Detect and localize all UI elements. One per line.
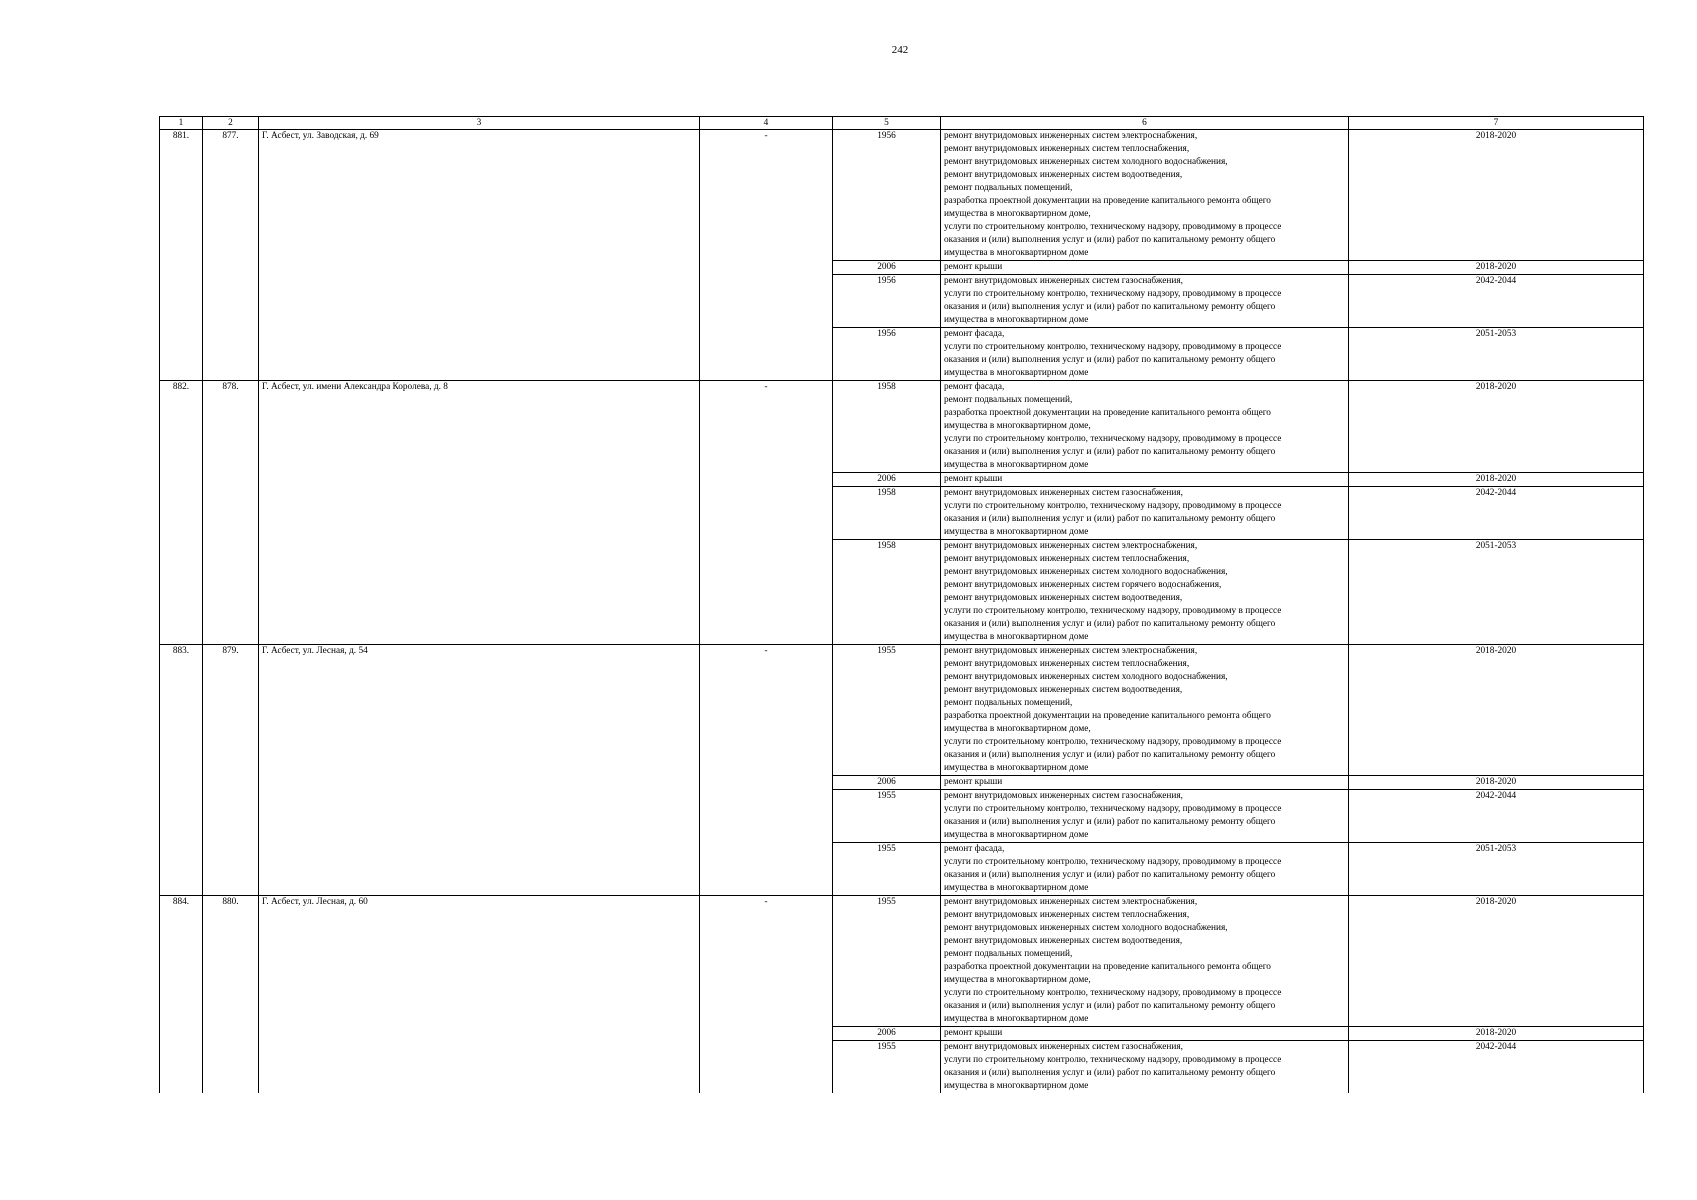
work-line: услуги по строительному контролю, техническому надзору, проводимому в процессе: [944, 857, 1282, 867]
repair-period-cell: 2018-2020: [1349, 776, 1644, 790]
column-header: 3: [259, 117, 700, 130]
work-line: имущества в многоквартирном доме: [944, 1014, 1089, 1024]
year-cell: 1955: [833, 790, 941, 843]
repair-period-cell: 2018-2020: [1349, 473, 1644, 487]
record-number: 882.: [160, 381, 203, 645]
column-header: 5: [833, 117, 941, 130]
work-line: ремонт фасада,: [944, 329, 1005, 339]
work-line: оказания и (или) выполнения услуг и (или) работ по капитальному ремонту общего: [944, 619, 1276, 629]
list-number: 879.: [203, 645, 259, 896]
repair-period-cell: 2042-2044: [1349, 790, 1644, 843]
work-line: ремонт внутридомовых инженерных систем теплоснабжения,: [944, 144, 1190, 154]
work-types-cell: [941, 1041, 1349, 1094]
work-types-cell: [941, 896, 1349, 1027]
repair-period-cell: 2018-2020: [1349, 896, 1644, 1027]
work-line: ремонт фасада,: [944, 382, 1005, 392]
work-line: ремонт внутридомовых инженерных систем электроснабжения,: [944, 646, 1198, 656]
work-line: ремонт крыши: [944, 474, 1003, 484]
work-types-cell: [941, 381, 1349, 473]
work-types-cell: [941, 275, 1349, 328]
column-header: 7: [1349, 117, 1644, 130]
work-line: имущества в многоквартирном доме: [944, 1081, 1089, 1091]
work-line: оказания и (или) выполнения услуг и (или) работ по капитальному ремонту общего: [944, 1068, 1276, 1078]
work-line: разработка проектной документации на проведение капитального ремонта общего: [944, 711, 1271, 721]
list-number: 880.: [203, 896, 259, 1094]
record-number: 883.: [160, 645, 203, 896]
year-cell: 2006: [833, 776, 941, 790]
repair-period-cell: 2018-2020: [1349, 130, 1644, 261]
work-line: ремонт внутридомовых инженерных систем водоотведения,: [944, 936, 1183, 946]
work-line: ремонт внутридомовых инженерных систем водоотведения,: [944, 685, 1183, 695]
year-cell: 1955: [833, 1041, 941, 1094]
table-body: [160, 130, 1644, 1094]
year-cell: 1958: [833, 381, 941, 473]
table-row: [160, 130, 1644, 261]
year-cell: 1955: [833, 843, 941, 896]
work-line: имущества в многоквартирном доме: [944, 315, 1089, 325]
work-line: ремонт внутридомовых инженерных систем газоснабжения,: [944, 276, 1183, 286]
work-line: ремонт внутридомовых инженерных систем холодного водоснабжения,: [944, 923, 1228, 933]
work-line: оказания и (или) выполнения услуг и (или) работ по капитальному ремонту общего: [944, 235, 1276, 245]
work-line: оказания и (или) выполнения услуг и (или) работ по капитальному ремонту общего: [944, 870, 1276, 880]
house-address: Г. Асбест, ул. Лесная, д. 60: [259, 896, 700, 1094]
year-cell: 1956: [833, 275, 941, 328]
work-line: ремонт подвальных помещений,: [944, 698, 1073, 708]
work-types-cell: [941, 645, 1349, 776]
work-line: ремонт подвальных помещений,: [944, 949, 1073, 959]
work-line: имущества в многоквартирном доме,: [944, 421, 1091, 431]
work-line: ремонт подвальных помещений,: [944, 395, 1073, 405]
year-cell: 2006: [833, 1027, 941, 1041]
work-line: ремонт внутридомовых инженерных систем водоотведения,: [944, 170, 1183, 180]
work-line: имущества в многоквартирном доме: [944, 460, 1089, 470]
work-line: ремонт внутридомовых инженерных систем электроснабжения,: [944, 131, 1198, 141]
work-line: ремонт внутридомовых инженерных систем водоотведения,: [944, 593, 1183, 603]
work-line: ремонт внутридомовых инженерных систем электроснабжения,: [944, 897, 1198, 907]
column-4-value: -: [700, 130, 833, 381]
work-line: ремонт крыши: [944, 1028, 1003, 1038]
work-line: ремонт крыши: [944, 777, 1003, 787]
repair-period-cell: 2018-2020: [1349, 1027, 1644, 1041]
repair-period-cell: 2042-2044: [1349, 487, 1644, 540]
work-types-cell: [941, 776, 1349, 790]
work-line: услуги по строительному контролю, техническому надзору, проводимому в процессе: [944, 342, 1282, 352]
year-cell: 2006: [833, 473, 941, 487]
work-line: имущества в многоквартирном доме: [944, 883, 1089, 893]
work-line: оказания и (или) выполнения услуг и (или) работ по капитальному ремонту общего: [944, 1001, 1276, 1011]
year-cell: 1955: [833, 645, 941, 776]
year-cell: 1958: [833, 540, 941, 645]
repair-period-cell: 2042-2044: [1349, 275, 1644, 328]
work-line: имущества в многоквартирном доме: [944, 632, 1089, 642]
year-cell: 1956: [833, 328, 941, 381]
list-number: 877.: [203, 130, 259, 381]
work-line: имущества в многоквартирном доме: [944, 368, 1089, 378]
work-line: услуги по строительному контролю, техническому надзору, проводимому в процессе: [944, 1055, 1282, 1065]
work-line: имущества в многоквартирном доме,: [944, 975, 1091, 985]
page-number: 242: [891, 44, 909, 56]
record-number: 884.: [160, 896, 203, 1094]
work-types-cell: [941, 473, 1349, 487]
work-line: оказания и (или) выполнения услуг и (или) работ по капитальному ремонту общего: [944, 750, 1276, 760]
column-header: 1: [160, 117, 203, 130]
column-4-value: -: [700, 645, 833, 896]
table-row: [160, 381, 1644, 473]
repair-period-cell: 2018-2020: [1349, 645, 1644, 776]
work-line: услуги по строительному контролю, техническому надзору, проводимому в процессе: [944, 606, 1282, 616]
work-line: разработка проектной документации на проведение капитального ремонта общего: [944, 196, 1271, 206]
work-line: ремонт внутридомовых инженерных систем газоснабжения,: [944, 1042, 1183, 1052]
year-cell: 1956: [833, 130, 941, 261]
work-line: имущества в многоквартирном доме,: [944, 724, 1091, 734]
work-line: разработка проектной документации на проведение капитального ремонта общего: [944, 408, 1271, 418]
work-line: услуги по строительному контролю, техническому надзору, проводимому в процессе: [944, 501, 1282, 511]
work-types-cell: [941, 790, 1349, 843]
house-address: Г. Асбест, ул. имени Александра Королева, д. 8: [259, 381, 700, 645]
work-line: ремонт фасада,: [944, 844, 1005, 854]
work-types-cell: [941, 487, 1349, 540]
work-line: услуги по строительному контролю, техническому надзору, проводимому в процессе: [944, 222, 1282, 232]
work-line: имущества в многоквартирном доме: [944, 763, 1089, 773]
work-types-cell: [941, 843, 1349, 896]
work-line: ремонт внутридомовых инженерных систем холодного водоснабжения,: [944, 672, 1228, 682]
column-4-value: -: [700, 896, 833, 1094]
capital-repair-table: [159, 116, 1644, 1093]
repair-period-cell: 2018-2020: [1349, 381, 1644, 473]
year-cell: 1955: [833, 896, 941, 1027]
column-header: 4: [700, 117, 833, 130]
record-number: 881.: [160, 130, 203, 381]
work-line: ремонт внутридомовых инженерных систем газоснабжения,: [944, 791, 1183, 801]
repair-period-cell: 2042-2044: [1349, 1041, 1644, 1094]
work-types-cell: [941, 261, 1349, 275]
repair-period-cell: 2018-2020: [1349, 261, 1644, 275]
work-line: ремонт крыши: [944, 262, 1003, 272]
work-line: разработка проектной документации на проведение капитального ремонта общего: [944, 962, 1271, 972]
column-4-value: -: [700, 381, 833, 645]
work-line: услуги по строительному контролю, техническому надзору, проводимому в процессе: [944, 434, 1282, 444]
work-line: имущества в многоквартирном доме: [944, 248, 1089, 258]
column-number-row: [160, 117, 1644, 130]
work-types-cell: [941, 328, 1349, 381]
work-line: имущества в многоквартирном доме,: [944, 209, 1091, 219]
work-line: оказания и (или) выполнения услуг и (или) работ по капитальному ремонту общего: [944, 514, 1276, 524]
work-line: оказания и (или) выполнения услуг и (или) работ по капитальному ремонту общего: [944, 447, 1276, 457]
table-row: [160, 896, 1644, 1027]
work-line: оказания и (или) выполнения услуг и (или) работ по капитальному ремонту общего: [944, 302, 1276, 312]
year-cell: 2006: [833, 261, 941, 275]
work-line: услуги по строительному контролю, техническому надзору, проводимому в процессе: [944, 289, 1282, 299]
work-line: ремонт внутридомовых инженерных систем теплоснабжения,: [944, 659, 1190, 669]
work-line: ремонт внутридомовых инженерных систем газоснабжения,: [944, 488, 1183, 498]
work-line: ремонт внутридомовых инженерных систем теплоснабжения,: [944, 554, 1190, 564]
work-types-cell: [941, 540, 1349, 645]
column-header: 6: [941, 117, 1349, 130]
work-line: услуги по строительному контролю, техническому надзору, проводимому в процессе: [944, 804, 1282, 814]
work-line: оказания и (или) выполнения услуг и (или) работ по капитальному ремонту общего: [944, 817, 1276, 827]
table-row: [160, 645, 1644, 776]
column-header: 2: [203, 117, 259, 130]
repair-period-cell: 2051-2053: [1349, 540, 1644, 645]
work-line: ремонт внутридомовых инженерных систем теплоснабжения,: [944, 910, 1190, 920]
work-line: оказания и (или) выполнения услуг и (или) работ по капитальному ремонту общего: [944, 355, 1276, 365]
work-line: ремонт внутридомовых инженерных систем горячего водоснабжения,: [944, 580, 1222, 590]
list-number: 878.: [203, 381, 259, 645]
work-line: ремонт внутридомовых инженерных систем электроснабжения,: [944, 541, 1198, 551]
year-cell: 1958: [833, 487, 941, 540]
work-types-cell: [941, 1027, 1349, 1041]
work-types-cell: [941, 130, 1349, 261]
work-line: услуги по строительному контролю, техническому надзору, проводимому в процессе: [944, 737, 1282, 747]
work-line: ремонт внутридомовых инженерных систем холодного водоснабжения,: [944, 157, 1228, 167]
repair-period-cell: 2051-2053: [1349, 328, 1644, 381]
house-address: Г. Асбест, ул. Заводская, д. 69: [259, 130, 700, 381]
work-line: имущества в многоквартирном доме: [944, 830, 1089, 840]
work-line: ремонт внутридомовых инженерных систем холодного водоснабжения,: [944, 567, 1228, 577]
repair-period-cell: 2051-2053: [1349, 843, 1644, 896]
work-line: услуги по строительному контролю, техническому надзору, проводимому в процессе: [944, 988, 1282, 998]
work-line: ремонт подвальных помещений,: [944, 183, 1073, 193]
work-line: имущества в многоквартирном доме: [944, 527, 1089, 537]
house-address: Г. Асбест, ул. Лесная, д. 54: [259, 645, 700, 896]
